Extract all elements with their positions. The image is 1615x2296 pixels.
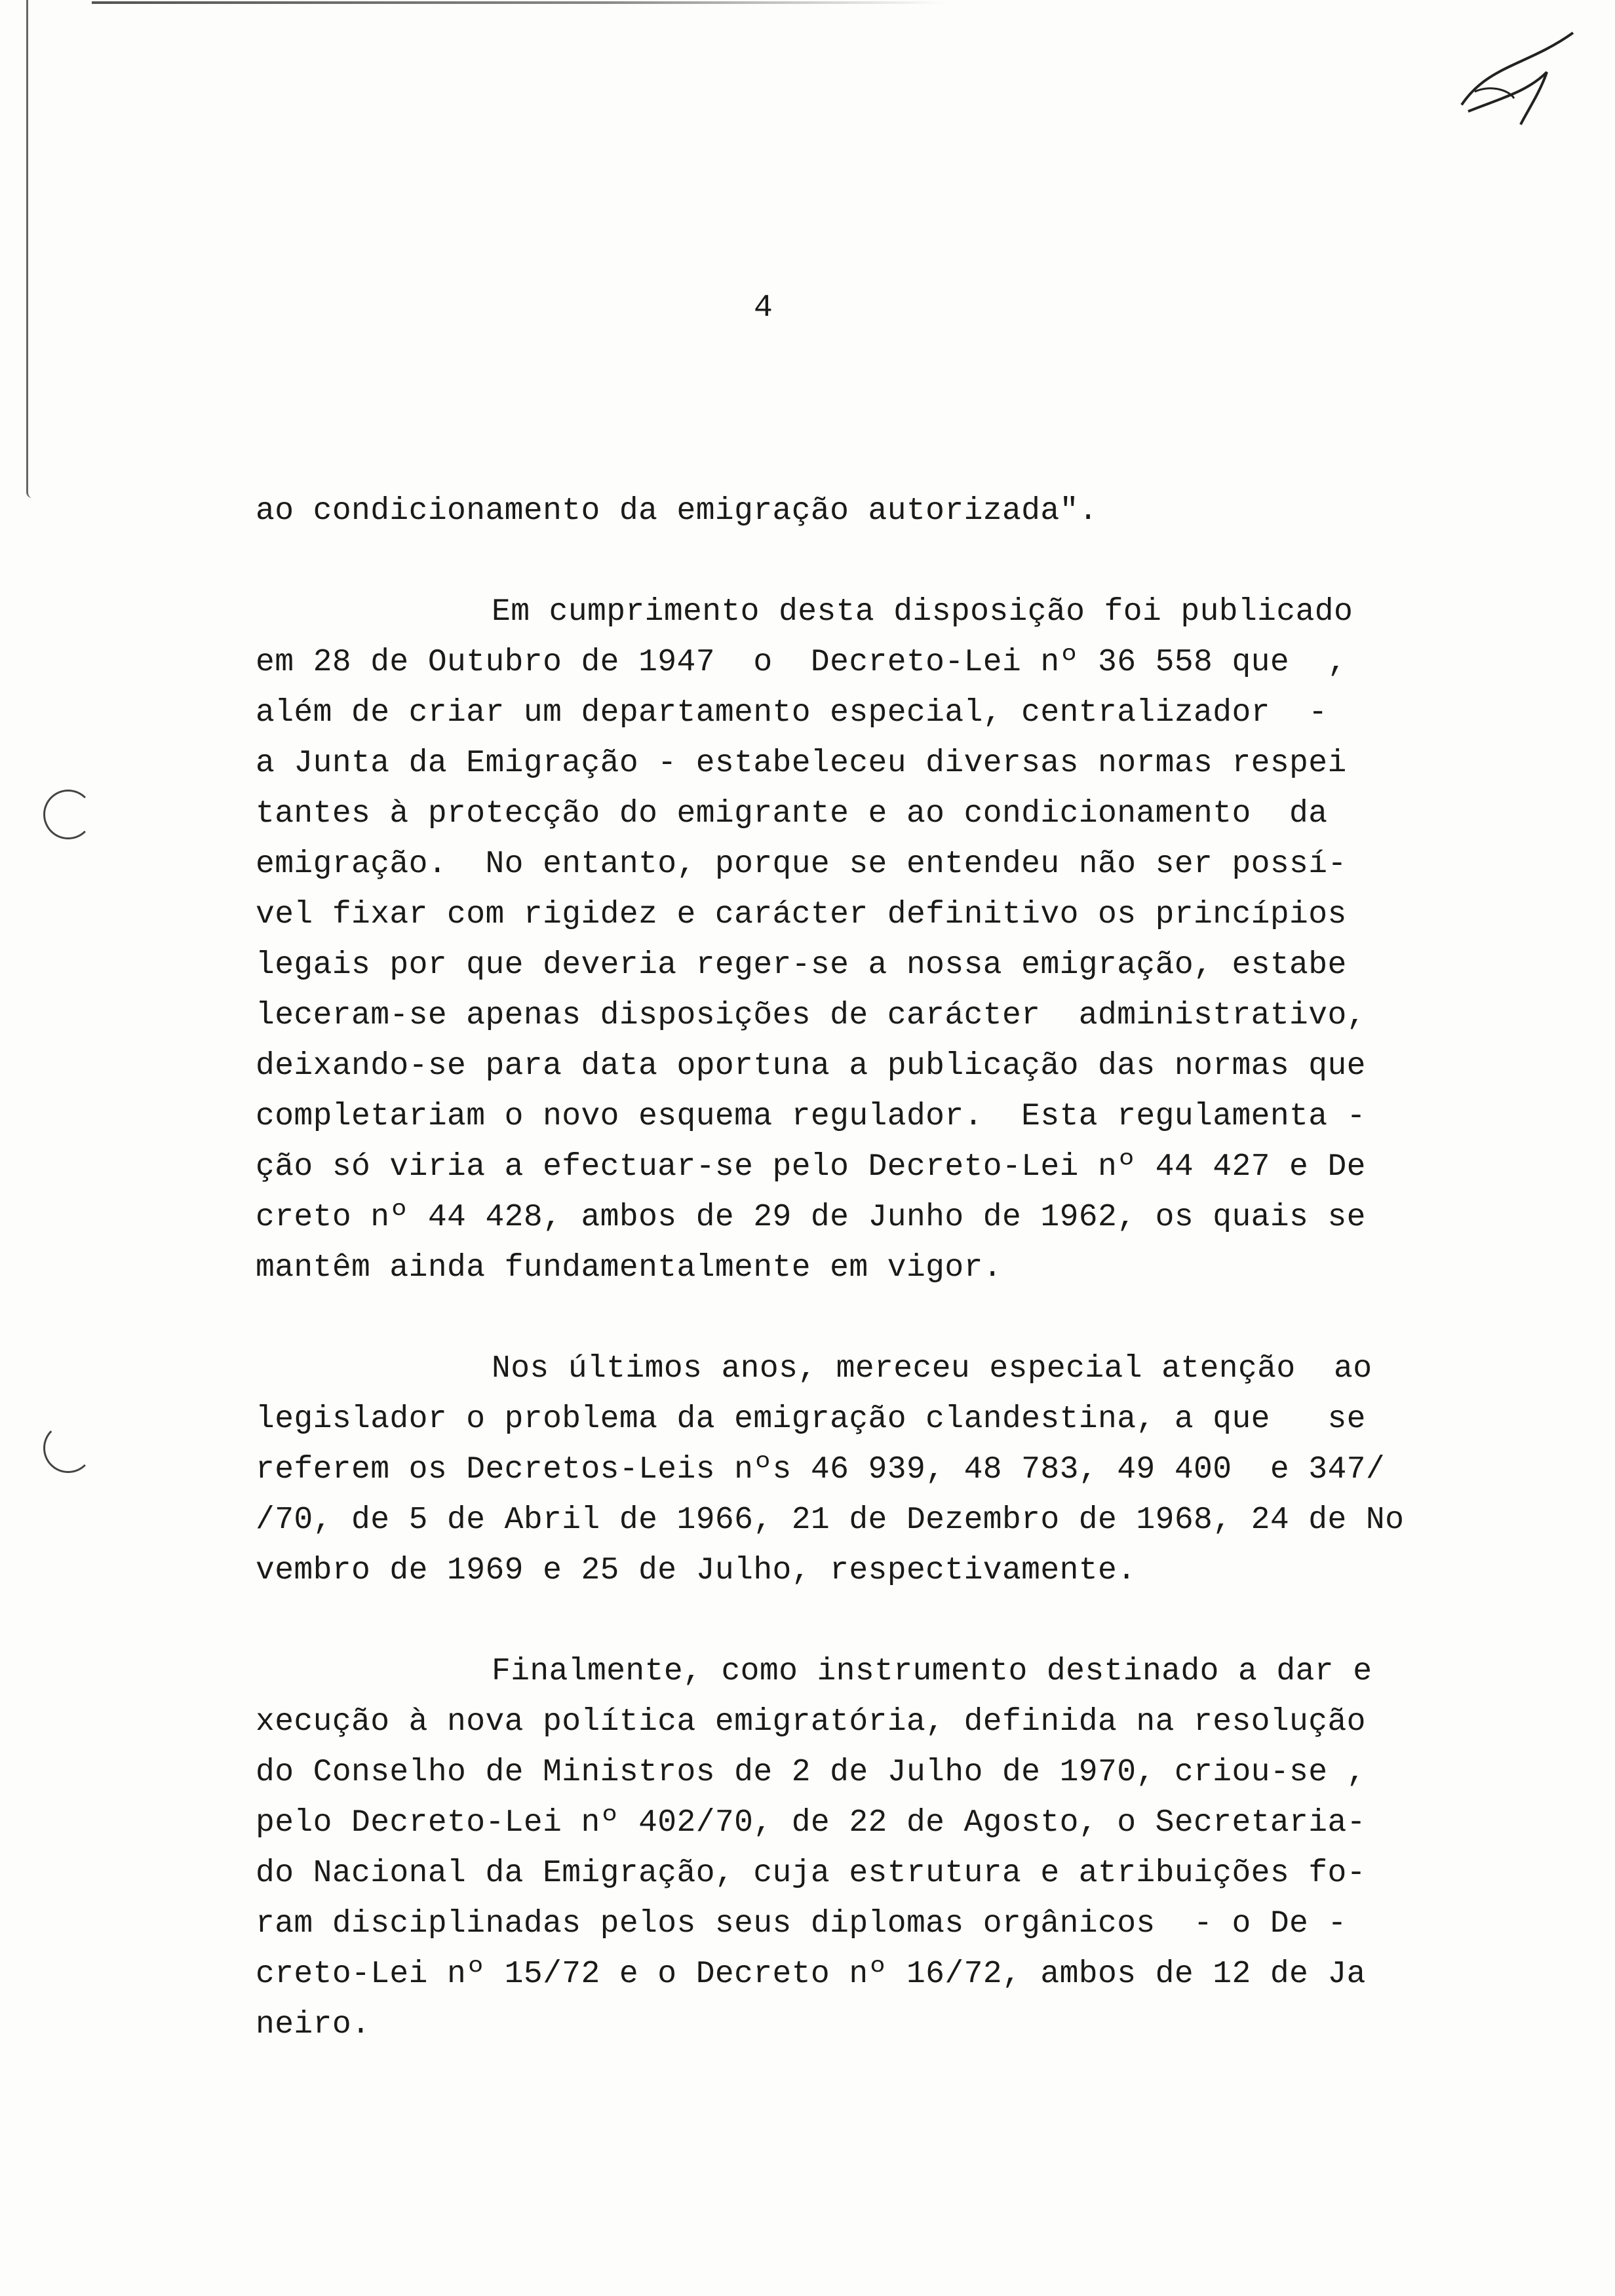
text-line: Em cumprimento desta disposição foi publicado — [492, 594, 1353, 630]
text-line: do Conselho de Ministros de 2 de Julho de 1970, criou-se , — [256, 1755, 1366, 1790]
text-line: leceram-se apenas disposições de carácter administrativo, — [256, 998, 1366, 1033]
paragraph — [256, 587, 1409, 1293]
punch-hole-mark — [43, 1423, 93, 1473]
text-line: referem os Decretos-Leis nºs 46 939, 48 783, 49 400 e 347/ — [256, 1452, 1386, 1487]
paragraph-gap — [256, 1293, 1409, 1344]
text-line: mantêm ainda fundamentalmente em vigor. — [256, 1250, 1002, 1286]
text-line: vel fixar com rigidez e carácter definitivo os princípios — [256, 897, 1347, 932]
text-line: deixando-se para data oportuna a publicação das normas que — [256, 1048, 1366, 1084]
paragraph — [256, 1647, 1409, 2050]
text-line: do Nacional da Emigração, cuja estrutura e atribuições fo- — [256, 1856, 1366, 1891]
text-line: legislador o problema da emigração clandestina, a que se — [256, 1402, 1366, 1437]
top-edge-rule — [92, 1, 944, 4]
text-line: ram disciplinadas pelos seus diplomas orgânicos - o De - — [256, 1906, 1347, 1942]
text-line: completariam o novo esquema regulador. Esta regulamenta - — [256, 1099, 1366, 1134]
text-line: ção só viria a efectuar-se pelo Decreto-Lei nº 44 427 e De — [256, 1149, 1366, 1185]
text-line: emigração. No entanto, porque se entendeu não ser possí- — [256, 847, 1347, 882]
paragraph — [256, 1344, 1409, 1596]
body-text — [256, 486, 1409, 2050]
left-margin-line — [26, 0, 32, 498]
text-line: Nos últimos anos, mereceu especial atenção ao — [492, 1351, 1372, 1387]
paragraph — [256, 486, 1409, 537]
paragraph-gap — [256, 537, 1409, 587]
text-line: legais por que deveria reger-se a nossa emigração, estabe — [256, 947, 1347, 983]
text-line: xecução à nova política emigratória, definida na resolução — [256, 1704, 1366, 1740]
text-line: vembro de 1969 e 25 de Julho, respectivamente. — [256, 1553, 1137, 1588]
text-line: ao condicionamento da emigração autorizada". — [256, 493, 1099, 529]
handwritten-initials — [1449, 26, 1586, 131]
paragraph-gap — [256, 1596, 1409, 1647]
text-line: creto nº 44 428, ambos de 29 de Junho de 1962, os quais se — [256, 1200, 1366, 1235]
text-line: a Junta da Emigração - estabeleceu diversas normas respei — [256, 746, 1347, 781]
text-line: pelo Decreto-Lei nº 402/70, de 22 de Agosto, o Secretaria- — [256, 1805, 1366, 1841]
punch-hole-mark — [43, 790, 93, 839]
text-line: creto-Lei nº 15/72 e o Decreto nº 16/72, ambos de 12 de Ja — [256, 1957, 1366, 1992]
text-line: em 28 de Outubro de 1947 o Decreto-Lei nº 36 558 que , — [256, 645, 1347, 680]
text-line: Finalmente, como instrumento destinado a dar e — [492, 1654, 1372, 1689]
text-line: neiro. — [256, 2007, 371, 2042]
text-line: /70, de 5 de Abril de 1966, 21 de Dezembro de 1968, 24 de No — [256, 1502, 1405, 1538]
text-line: além de criar um departamento especial, centralizador - — [256, 695, 1328, 731]
page-number: 4 — [754, 290, 773, 326]
text-line: tantes à protecção do emigrante e ao condicionamento da — [256, 796, 1328, 832]
